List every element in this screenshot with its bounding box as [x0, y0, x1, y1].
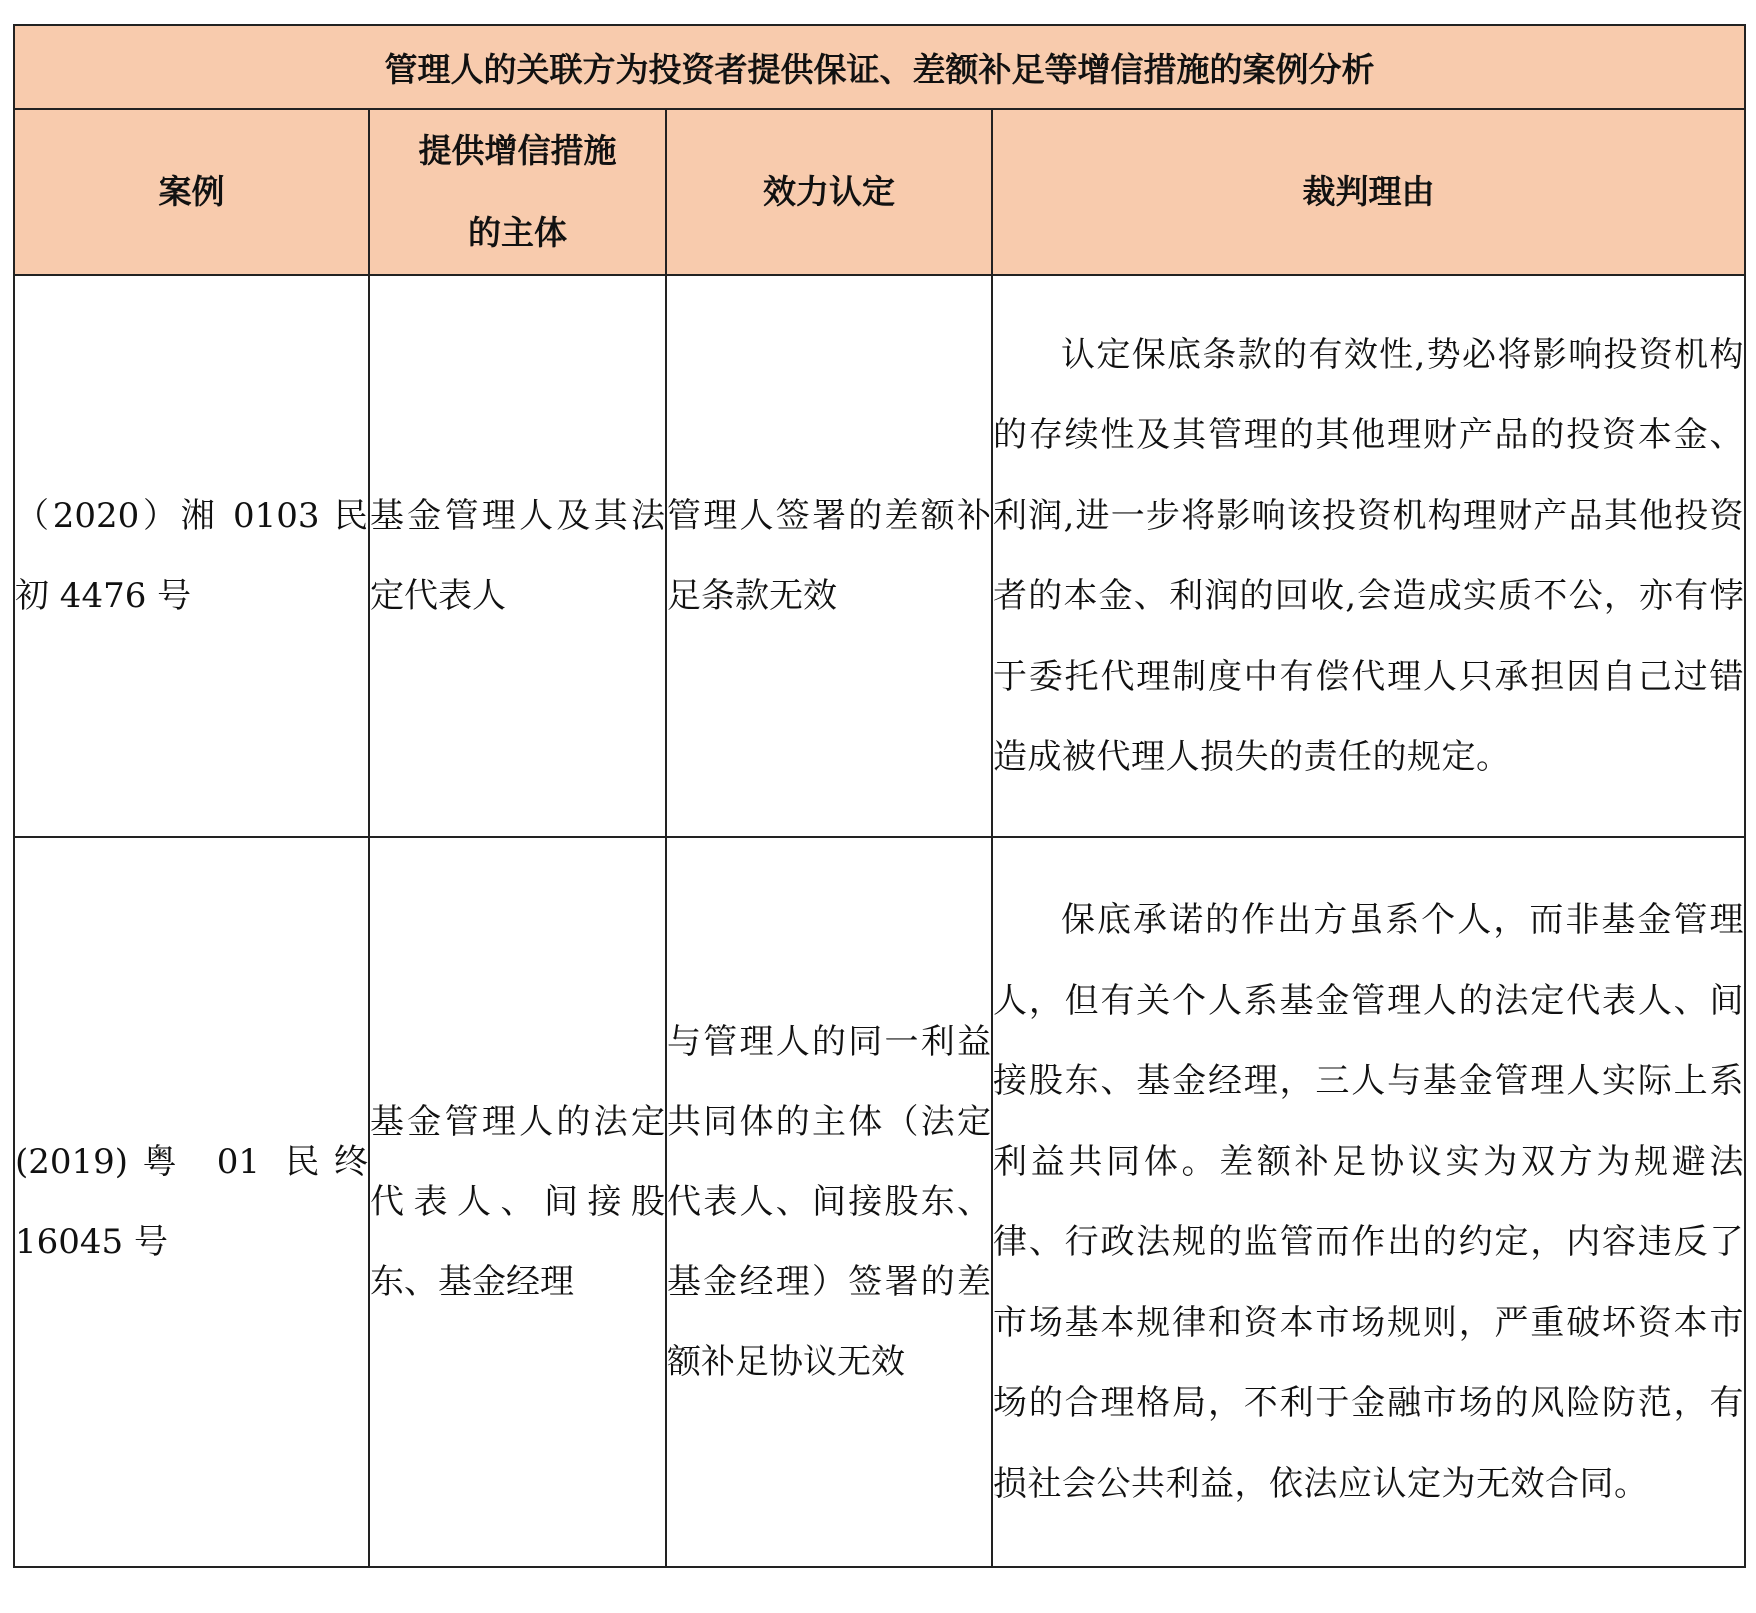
header-reasoning: 裁判理由: [992, 109, 1745, 275]
title-row: [14, 25, 1745, 109]
table-row: [14, 275, 1745, 837]
table-row: [14, 837, 1745, 1567]
case-number: (2019)粤 01 民终 16045 号: [14, 837, 369, 1567]
credit-provider: 基金管理人及其法定代表人: [369, 275, 666, 837]
header-row: [14, 109, 1745, 275]
judgment-reasoning: 认定保底条款的有效性,势必将影响投资机构的存续性及其管理的其他理财产品的投资本金、利润,进一步将影响该投资机构理财产品其他投资者的本金、利润的回收,会造成实质不公，亦有悖于委托代理制度中有偿代理人只承担因自己过错造成被代理人损失的责任的规定。: [992, 275, 1745, 837]
validity-ruling: 与管理人的同一利益共同体的主体（法定代表人、间接股东、基金经理）签署的差额补足协议无效: [666, 837, 992, 1567]
validity-ruling: 管理人签署的差额补足条款无效: [666, 275, 992, 837]
header-validity: 效力认定: [666, 109, 992, 275]
header-case: 案例: [14, 109, 369, 275]
header-subject: [369, 109, 666, 275]
case-analysis-table: [13, 24, 1746, 1568]
table-title: 管理人的关联方为投资者提供保证、差额补足等增信措施的案例分析: [14, 25, 1745, 109]
case-number: （2020）湘 0103 民初 4476 号: [14, 275, 369, 837]
header-subject-label: 提供增信措施的主体: [418, 131, 617, 252]
judgment-reasoning: 保底承诺的作出方虽系个人，而非基金管理人，但有关个人系基金管理人的法定代表人、间接股东、基金经理，三人与基金管理人实际上系利益共同体。差额补足协议实为双方为规避法律、行政法规的监管而作出的约定，内容违反了市场基本规律和资本市场规则，严重破坏资本市场的合理格局，不利于金融市场的风险防范，有损社会公共利益，依法应认定为无效合同。: [992, 837, 1745, 1567]
credit-provider: 基金管理人的法定代表人、间接股东、基金经理: [369, 837, 666, 1567]
